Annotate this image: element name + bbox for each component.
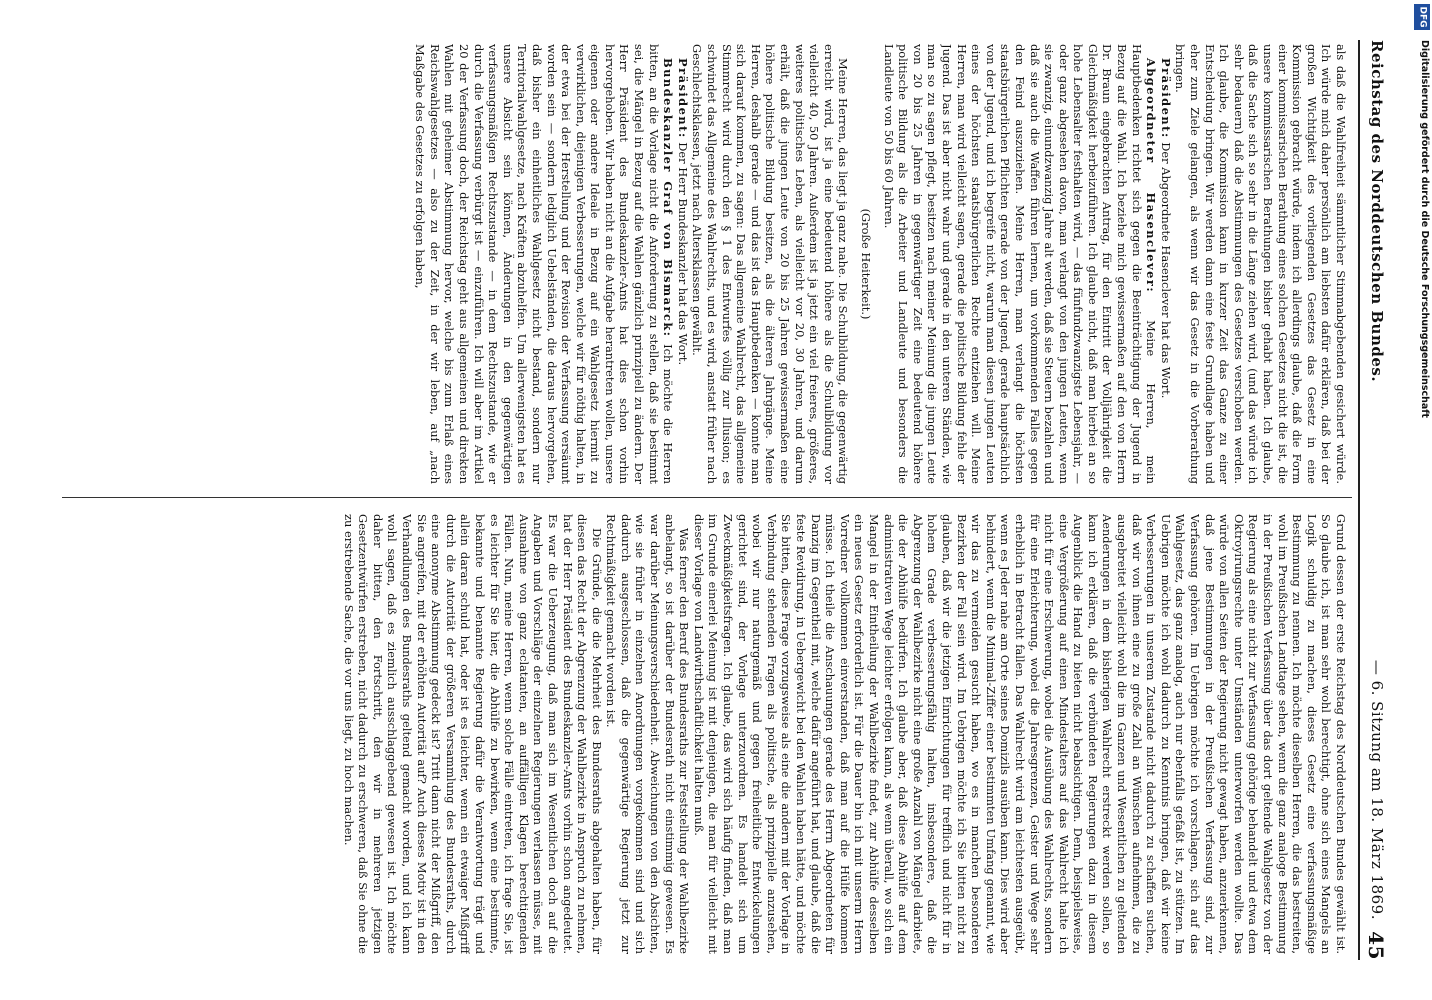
right-text-column	[58, 514, 1348, 954]
text-paragraph: als daß die Wahlfreiheit sämmtlicher Stimmabgebenden gesichert würde. Ich würde mich daher persönlich am liebsten dafür erklären, daß bei der großen Wichtigkeit des vorliegenden Gesetzes das Gesetz in eine Kommission gebracht würde, indem ich allerdings glaube, daß die Form einer kommissarischen Berathung eines solchen Gesetzes nicht die ist, die unsere kommissarischen Berathungen bisher gehabt haben. Ich glaube, daß die Sache sich so sehr in die Länge ziehen wird, (und das würde ich sehr bedauern) daß die Abstimmungen des Gesetzes verschoben werden. Ich glaube, die Kommission kann in kurzer Zeit das Ganze zu einer Entscheidung bringen. Wir werden dann eine feste Grundlage haben und eher zum Ziele gelangen, als wenn wir das Gesetz in die Vorberathung bringen.	[1173, 44, 1348, 484]
speech-text: Meine Herren, mein Hauptbedenken richtet sich gegen die Beeinträchtigung der Jugend in Bezug auf die Wahl. Ich beziehe mich gewissermaßen auf den von Herrn Dr. Braun eingebrachten Antrag, für den Eintritt der Volljährigkeit die Gleichmäßigkeit herbeizuführen. Ich glaube nicht, daß man hierbei an so hohe Lebensalter festhalten wird, — das fünfundzwanzigste Lebensjahr, — oder ganz abgesehen davon, man verlangt von den jungen Leuten, wenn sie zwanzig, einundzwanzig Jahre alt werden, daß sie Steuern bezahlen und daß sie auch die Waffen führen lernen, um vorkommenden Falles gegen den Feind auszuziehen. Meine Herren, man verlangt die höchsten staatsbürgerlichen Pflichten gerade von der Jugend, gerade hauptsächlich von der Jugend, und ich begreife nicht, warum man diesen jungen Leuten eines der höchsten staatsbürgerlichen Rechte entziehen will. Meine Herren, man wird vielleicht sagen, gerade die politische Bildung fehle der Jugend. Das ist aber nicht wahr und gerade in den unteren Ständen, wie man so zu sagen pflegt, besitzen nach meiner Meinung die jungen Leute von 20 bis 25 Jahren in gegenwärtiger Zeit eine bedeutend höhere politische Bildung als die Arbeiter und Landleute und besonders die Landleute von 50 bis 60 Jahren.	[881, 44, 1159, 484]
running-head	[1362, 40, 1388, 960]
dfg-logo-text: DFG	[1417, 6, 1428, 28]
text-paragraph: Grund dessen der erste Reichstag des Norddeutschen Bundes gewählt ist. So glaube ich, ist man sehr wohl berechtigt, ohne sich eines Mangels an Logik schuldig zu machen, dieses Gesetz eine verfassungsmäßige Bestimmung zu nennen. Ich möchte dieselben Herren, die das bestreiten, wohl im Preußischen Landtage sehen, wenn die ganz analoge Bestimmung in der Preußischen Verfassung über das dort geltende Wahlgesetz von der Regierung als eine nicht zur Verfassung gehörige behandelt und etwa dem Oktroyirungsrechte unter Umständen unterworfen werden wollte. Das würde von allen Seiten der Regierung nicht gewagt haben, anzuerkennen, daß jene Bestimmungen in der Preußischen Verfassung sind, zur Verfassung gehören. Im Uebrigen möchte ich vorschlagen, sich auf das Wahlgesetz, das ganz analog, auch nur ebenfalls gefaßt ist, zu stützen. Im Uebrigen möchte ich wohl dadurch zu Kenntnis bringen, daß wir keine Verbesserungen in unserem Zustande nicht dadurch zu schaffen suchen, daß wir von ihnen eine zu große Zahl an Wünschen aufnehmen, die zu ausgebreitet vielleicht wohl die im Ganzen und Wesentlichen zu geltenden Aenderungen in dem bisherigen Wahlrecht erstreckt werden sollen, so kann ich erklären, daß die verbündeten Regierungen dazu in diesem Augenblick die Hand zu bieten nicht beabsichtigen. Denn, beispielsweise, eine Vergrößerung auf einen Mindestalters auf das Wahlrecht halte ich nicht für eine Erschwerung, wobei die Ausübung des Wahlrechts, sondern für eine Erleichterung, wobei die Jahresgrenzen, Geister und Wege sehr erheblich in Betracht fallen. Das Wahlrecht wird am leichtesten ausgeübt, wenn es Jeder nahe am Orte seines Domizils ausüben kann. Dies wird aber behindert, wenn die Minimal-Ziffer einer bestimmten Umfang genannt, wie wir das zu vermeiden gesucht haben, wo es in manchen besonderen Bezirken der Fall sein wird. Im Uebrigen möchte ich Sie bitten nicht zu glauben, daß wir die jetzigen Einrichtungen für trefflich und nicht für in hohem Grade verbesserungsfähig halten, insbesondere, daß die Abgrenzung der Wahlbezirke nicht eine große Anzahl von Mängel darbiete, die der Abhülfe bedürfen. Ich glaube aber, daß diese Abhülfe auf dem administrativen Wege leichter erfolgen kann, als wenn überall, wo sich ein Mangel in der Eintheilung der Wahlbezirke findet, zur Abhülfe desselben ein neues Gesetz erforderlich ist. Für die Dauer bin ich mit unserm Herrn Vorredner vollkommen einverstanden, daß man auf die Hülfe kommen müsse. Ich theile die Anschauungen gerade des Herrn Abgeordneten für Danzig im Gegentheil mit, welche dafür angeführt hat, und glaube, daß die feste Revidirung, in Uebergewicht bei den Wahlen haben hätte, und möchte Sie bitten, diese Frage vorzugsweise als eine die andern mit der Vorlage in Verbindung stehenden Fragen als politische, als prinzipielle anzusehen, wobei wir nur naturgemäß und gegen freiheitliche Entwickelungen gerichtet sind, der Vorlage unterzuordnen. Es handelt sich um Zweckmäßigkeitsfragen. Ich glaube, das wird sich häufig finden, daß man im Grunde einerlei Meinung ist mit denjenigen, die man für vielleicht mit dieser Vorlage von Landwirthschaftlichkeit halten muß.	[691, 514, 1348, 954]
digitization-note	[1418, 40, 1430, 1000]
running-head-session: — 6. Sitzung am 18. März 1869.	[1368, 659, 1386, 920]
header-rule	[1358, 40, 1360, 960]
column-divider	[62, 497, 1352, 498]
applause-note: (Große Heiterkeit.)	[859, 208, 873, 320]
speech-text: Der Herr Bundeskanzler hat das Wort.	[675, 142, 690, 366]
speech-text: Der Abgeordnete Hasenclever hat das Wort.	[1158, 142, 1173, 399]
dfg-logo	[1414, 4, 1430, 30]
speech-text: Ich möchte die Herren bitten, an die Vorlage nicht die Anforderung zu stellen, daß sie bestimmt sei, die Mängel in Bezug auf die Wahlen gänzlich prinzipiell zu ändern. Der Herr Präsident des Bundeskanzler-Amts hat dies schon vorhin hervorgehoben. Wir haben nicht an die Aufgabe herantreten wollen, unsere eigenen oder andere Ideale in Bezug auf ein Wahlgesetz hiermit zu verwirklichen, diejenigen Verbesserungen, welche wir für nöthig halten, in der etwa bei der Herstellung und der Revision der Verfassung versäumt worden sein — sondern lediglich Uebelständen, die daraus hervorgehen, daß bisher ein einheitliches Wahlgesetz nicht bestand, sondern nur Territorialwahlgesetze, nach Kräften abzuhelfen. Um allerwenigsten hat es unsere Absicht sein können, Änderungen in den gegenwärtigen verfassungsmäßigen Rechtszustande — in dem Rechtszustande, wie er durch die Verfassung verbürgt ist — einzuführen. Ich will aber im Artikel 20 der Verfassung doch, der Reichstag geht aus allgemeinen und direkten Wahlen mit geheimer Abstimmung hervor, welche bis zum Erlaß eines Reichswahlgesetzes — also zu der Zeit, in der wir leben, auf „nach Maßgabe des Gesetzes zu erfolgen haben,	[413, 44, 676, 484]
speech-paragraph	[413, 44, 676, 484]
speech-paragraph	[881, 44, 1158, 484]
digitization-note-text: Digitalisierung gefördert durch die Deutsche Forschungsgemeinschaft	[1419, 40, 1430, 418]
text-paragraph: Meine Herren, das liegt ja ganz nahe. Die Schulbildung, die gegenwärtig erreicht wird, ist ja eine bedeutend höhere als die Schulbildung vor vielleicht 40, 50 Jahren. Außerdem ist ja jetzt ein viel freieres, größeres, weiteres politisches Leben, als vielleicht vor 20, 30 Jahren, und darum erhält, daß die jungen Leute von 20 bis 25 Jahren gewissermaßen eine höhere politische Bildung besitzen, als die älteren Jahrgänge. Meine Herren, deshalb gerade — und das ist das Hauptbedenken — konnte man sich darauf kommen, zu sagen: Das allgemeine Wahlrecht, das allgemeine Stimmrecht wird durch den § 1 des Entwurfes völlig zur Illusion; es schwindet das Allgemeine des Wahlrechts, und es wird, anstatt früher nach Geschlechtsklassen, jetzt nach Altersklassen gewählt.	[690, 44, 851, 484]
page-number: 45	[1364, 931, 1388, 960]
left-text-column	[58, 44, 1348, 484]
speaker-name: Bundeskanzler Graf von Bismarck:	[661, 58, 676, 338]
speech-paragraph	[1158, 44, 1173, 484]
text-paragraph: Die Gründe, die die Mehrheit des Bundesraths abgehalten haben, für diesen das Recht der Abgrenzung der Wahlbezirke in Anspruch zu nehmen, hat der Herr Präsident des Bundeskanzler-Amts vorhin schon angedeutet. Es war die Ueberzeugung, daß man sich im Wesentlichen doch auf die Angaben und Vorschläge der einzelnen Regierungen verlassen müsse, mit Ausnahme von ganz eclatanten, an auffälligen Klagen berechtigenden Fällen. Nun, meine Herren, wenn solche Fälle eintreten, ich frage Sie, ist es leichter für Sie hier, die Abhülfe zu bewirken, wenn eine bestimmte, bekannte und benannte Regierung dafür die Verantwortung trägt und allein daran schuld hat, oder ist es leichter, wenn ein etwaiger Mißgriff durch die Autorität der größeren Versammlung des Bundesraths, durch eine anonyme Abstimmung gedeckt ist? Tritt dann nicht der Mißgriff, den Sie angreifen, mit der erhöhten Autorität auf? Auch dieses Motiv ist in den Verhandlungen des Bundesraths geltend gemacht worden, und ich kann wohl sagen, daß es ziemlich ausschlaggebend gewesen ist. Ich möchte daher bitten, den Fortschritt, den wir in mehreren jetzigen Gesetzentwürfen erstreben, nicht dadurch zu erschweren, daß Sie ohne die zu erstrebende Sache, die vor uns liegt, zu hoch machen.	[341, 514, 604, 954]
speaker-name: Präsident:	[675, 58, 690, 139]
text-paragraph: Was ferner den Beruf des Bundesraths zur Feststellung der Wahlbezirke anbelangt, so ist darüber der Bundesrath nicht einstimmig gewesen. Es war darüber Meinungsverschiedenheit. Abweichungen von den Absichten, wie sie früher in einzelnen Anordnungen vorgekommen sind und sich dadurch ausgeschlossen, daß die gegenwärtige Regierung jetzt zur Rechtmäßigkeit gemacht worden ist.	[604, 514, 692, 954]
speech-paragraph	[675, 44, 690, 484]
speaker-name: Präsident:	[1158, 58, 1173, 139]
running-head-title: Reichstag des Norddeutschen Bundes.	[1368, 40, 1386, 383]
speaker-name: Abgeordneter Hasenclever:	[1144, 58, 1159, 294]
